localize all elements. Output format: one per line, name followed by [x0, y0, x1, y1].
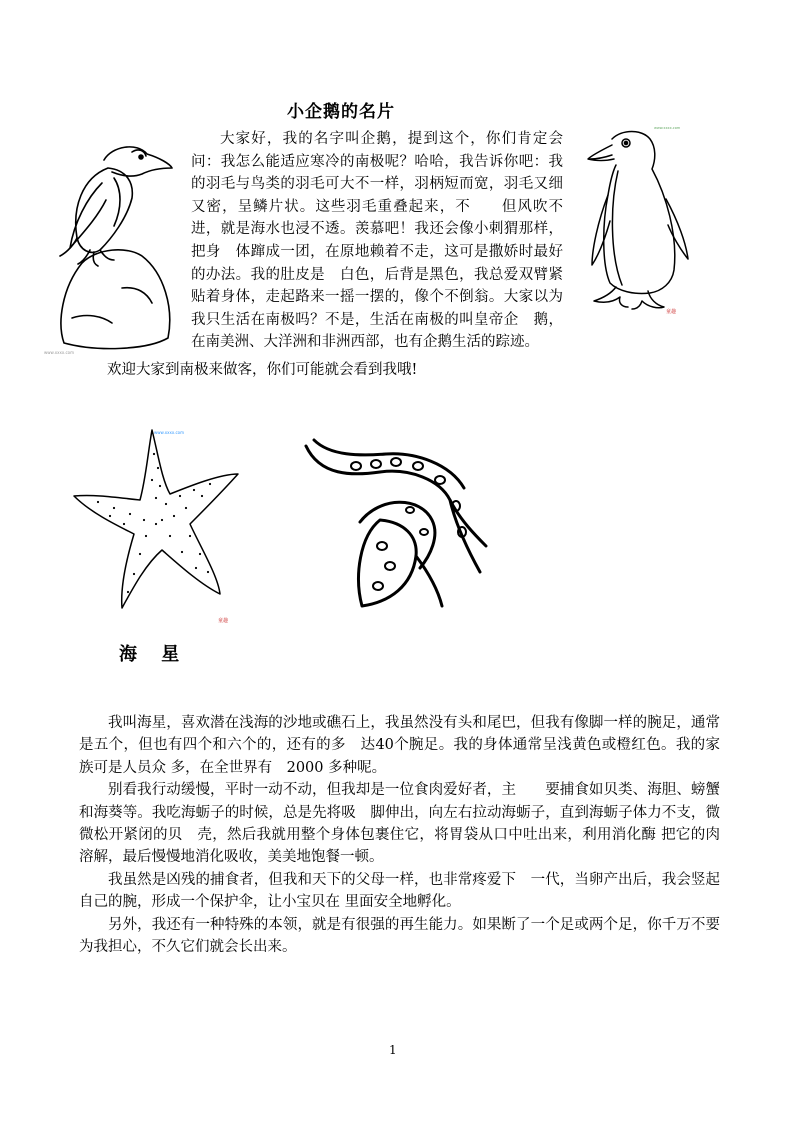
- penguin-paragraph: 大家好，我的名字叫企鹅，提到这个，你们肯定会问：我怎么能适应寒冷的南极呢？哈哈，我告诉你吧：我的羽毛与鸟类的羽毛可大不一样，羽柄短而宽，羽毛又细又密，呈鳞片状。这些羽毛重叠起来，不 但风吹不进，就是海水也浸不透。羡慕吧！我还会像小刺猬那样，把身 体蹿成一团，在原地赖着不走，这可是撒娇时最好的办法。我的肚皮是 白色，后背是黑色，我总爱双臂紧贴着身体，走起路来一摇一摆的，像个不倒翁。大家以为我只生活在南极吗？不是，生活在南极的叫皇帝企 鹅，在南美洲、大洋洲和非洲西部，也有企鹅生活的踪迹。: [191, 131, 563, 351]
- penguin-closing-line: 欢迎大家到南极来做客，你们可能就会看到我哦!: [107, 362, 418, 378]
- penguin-title: 小企鹅的名片: [287, 102, 395, 122]
- svg-text:www.xxxx.com: www.xxxx.com: [154, 430, 185, 435]
- penguin-story: [191, 128, 563, 354]
- starfish-paragraph-1: 我叫海星，喜欢潜在浅海的沙地或礁石上，我虽然没有头和尾巴，但我有像脚一样的腕足，通常是五个，但也有四个和六个的，还有的多 达40个腕足。我的身体通常呈浅黄色或橙红色。我的家族可是人员众 多，在全世界有 2000 多种呢。: [79, 715, 720, 776]
- starfish-title: 海 星: [119, 644, 189, 665]
- starfish-paragraph-4: 另外，我还有一种特殊的本领，就是有很强的再生能力。如果断了一个足或两个足，你千万不要为我担心，不久它们就会长出来。: [79, 916, 720, 956]
- starfish-illustration: [70, 424, 245, 624]
- penguin-on-rock-illustration: [42, 138, 192, 356]
- page-number: 1: [389, 1043, 397, 1057]
- starfish-paragraph-2: 别看我行动缓慢，平时一动不动，但我却是一位食肉爱好者，主 要捕食如贝类、海胆、螃蟹和海葵等。我吃海蛎子的时候，总是先将吸 脚伸出，向左右拉动海蛎子，直到海蛎子体力不支，微微松开紧闭的贝 壳，然后我就用整个身体包裹住它，将胃袋从口中吐出来，利用消化酶 把它的肉溶解，最后慢慢地消化吸收，美美地饱餐一顿。: [79, 782, 720, 866]
- svg-text:www.xxxx.com: www.xxxx.com: [654, 126, 681, 130]
- svg-text:童趣: 童趣: [218, 618, 229, 624]
- curly-starfish-illustration: [300, 436, 490, 614]
- penguin-standing-illustration: [582, 125, 700, 315]
- svg-text:童趣: 童趣: [666, 309, 677, 315]
- starfish-paragraph-3: 我虽然是凶残的捕食者，但我和天下的父母一样，也非常疼爱下 一代，当卵产出后，我会竖起自己的腕，形成一个保护伞，让小宝贝在 里面安全地孵化。: [79, 871, 720, 911]
- svg-text:www.xxxx.com: www.xxxx.com: [44, 350, 75, 355]
- starfish-story: [79, 712, 720, 958]
